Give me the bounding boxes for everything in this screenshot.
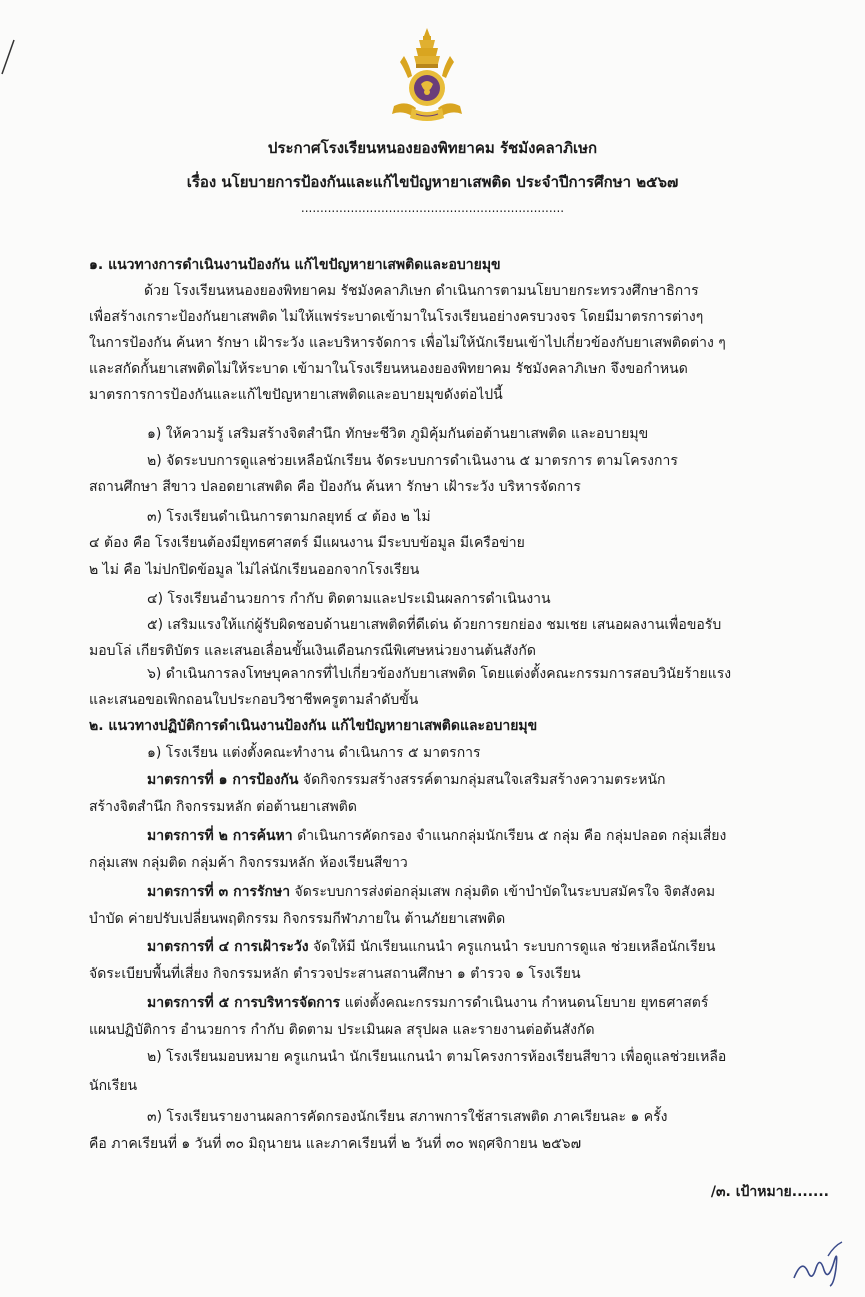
handwritten-initial-icon [790,1228,850,1288]
announcement-title: ประกาศโรงเรียนหนองยองพิทยาคม รัชมังคลาภิเษก [267,139,598,157]
section2-item-2-cont: นักเรียน [89,1078,138,1094]
measure-3-text: จัดระบบการส่งต่อกลุ่มเสพ กลุ่มติด เข้าบำบัดในระบบสมัครใจ จิตสังคม [290,884,716,900]
section1-item-3: ๓) โรงเรียนดำเนินการตามกลยุทธ์ ๔ ต้อง ๒ ไม่ [147,509,431,525]
measure-1-label: มาตรการที่ ๑ การป้องกัน [147,772,299,788]
section1-intro-line: มาตรการการป้องกันและแก้ไขปัญหายาเสพติดและอบายมุขดังต่อไปนี้ [89,387,503,403]
measure-2 [147,826,726,846]
section1-item-3-line3: ๒ ไม่ คือ ไม่ปกปิดข้อมูล ไม่ไล่นักเรียนออกจากโรงเรียน [89,562,420,578]
section1-item-6-cont: และเสนอขอเพิกถอนใบประกอบวิชาชีพครูตามลำดับขั้น [89,692,419,708]
measure-5 [147,993,708,1013]
measure-5-cont: แผนปฏิบัติการ อำนวยการ กำกับ ติดตาม ประเมินผล สรุปผล และรายงานต่อต้นสังกัด [89,1022,595,1038]
section2-item-3: ๓) โรงเรียนรายงานผลการคัดกรองนักเรียน สภาพการใช้สารเสพติด ภาคเรียนละ ๑ ครั้ง [147,1109,668,1125]
measure-5-text: แต่งตั้งคณะกรรมการดำเนินงาน กำหนดนโยบาย ยุทธศาสตร์ [340,995,709,1011]
measure-4-cont: จัดระเบียบพื้นที่เสี่ยง กิจกรรมหลัก ตำรวจประสานสถานศึกษา ๑ ตำรวจ ๑ โรงเรียน [89,966,581,982]
pen-mark [0,36,20,76]
measure-1-text: จัดกิจกรรมสร้างสรรค์ตามกลุ่มสนใจเสริมสร้างความตระหนัก [298,772,666,788]
section1-heading: ๑. แนวทางการดำเนินงานป้องกัน แก้ไขปัญหายาเสพติดและอบายมุข [89,257,501,273]
measure-2-text: ดำเนินการคัดกรอง จำแนกกลุ่มนักเรียน ๕ กลุ่ม คือ กลุ่มปลอด กลุ่มเสี่ยง [292,828,727,844]
section1-item-1: ๑) ให้ความรู้ เสริมสร้างจิตสำนึก ทักษะชีวิต ภูมิคุ้มกันต่อต้านยาเสพติด และอบายมุข [147,426,649,442]
section1-intro-line: เพื่อสร้างเกราะป้องกันยาเสพติด ไม่ให้แพร่ระบาดเข้ามาในโรงเรียนอย่างครบวงจร โดยมีมาตรการต่างๆ [89,309,704,325]
section1-intro-line: ในการป้องกัน ค้นหา รักษา เฝ้าระวัง และบริหารจัดการ เพื่อไม่ให้นักเรียนเข้าไปเกี่ยวข้องกับยาเสพติดต่าง ๆ [89,335,726,351]
section2-item-2: ๒) โรงเรียนมอบหมาย ครูแกนนำ นักเรียนแกนนำ ตามโครงการห้องเรียนสีขาว เพื่อดูแลช่วยเหลือ [147,1049,727,1065]
section1-item-2: ๒) จัดระบบการดูแลช่วยเหลือนักเรียน จัดระบบการดำเนินงาน ๕ มาตรการ ตามโครงการ [147,453,678,469]
section1-intro-line: และสกัดกั้นยาเสพติดไม่ให้ระบาด เข้ามาในโรงเรียนหนองยองพิทยาคม รัชมังคลาภิเษก จึงขอกำหนด [89,361,688,377]
continuation-marker: /๓. เป้าหมาย....... [710,1184,829,1200]
measure-5-label: มาตรการที่ ๕ การบริหารจัดการ [147,995,341,1011]
section1-intro-line: ด้วย โรงเรียนหนองยองพิทยาคม รัชมังคลาภิเษก ดำเนินการตามนโยบายกระทรวงศึกษาธิการ [144,283,699,299]
section2-item-3-cont: คือ ภาคเรียนที่ ๑ วันที่ ๓๐ มิถุนายน และภาคเรียนที่ ๒ วันที่ ๓๐ พฤศจิกายน ๒๕๖๗ [89,1136,582,1152]
measure-1 [147,770,666,790]
measure-2-label: มาตรการที่ ๒ การค้นหา [147,828,293,844]
measure-4 [147,937,716,957]
announcement-subject: เรื่อง นโยบายการป้องกันและแก้ไขปัญหายาเสพติด ประจำปีการศึกษา ๒๕๖๗ [186,173,679,191]
section1-item-5: ๕) เสริมแรงให้แก่ผู้รับผิดชอบด้านยาเสพติดที่ดีเด่น ด้วยการยกย่อง ชมเชย เสนอผลงานเพื่อขอรับ [147,617,722,633]
section1-item-3-line2: ๔ ต้อง คือ โรงเรียนต้องมียุทธศาสตร์ มีแผนงาน มีระบบข้อมูล มีเครือข่าย [89,535,525,551]
section2-item-1: ๑) โรงเรียน แต่งตั้งคณะทำงาน ดำเนินการ ๕ มาตรการ [147,745,481,761]
section1-item-5-cont: มอบโล่ เกียรติบัตร และเสนอเลื่อนขั้นเงินเดือนกรณีพิเศษหน่วยงานต้นสังกัด [89,643,536,659]
section1-item-2-cont: สถานศึกษา สีขาว ปลอดยาเสพติด คือ ป้องกัน ค้นหา รักษา เฝ้าระวัง บริหารจัดการ [89,479,581,495]
section1-item-6: ๖) ดำเนินการลงโทษบุคลากรที่ไปเกี่ยวข้องกับยาเสพติด โดยแต่งตั้งคณะกรรมการสอบวินัยร้ายแรง [147,666,732,682]
measure-4-label: มาตรการที่ ๔ การเฝ้าระวัง [147,939,309,955]
measure-3-cont: บำบัด ค่ายปรับเปลี่ยนพฤติกรรม กิจกรรมกีฬาภายใน ต้านภัยยาเสพติด [89,911,506,927]
title-separator: ..................................................................... [300,201,565,215]
measure-1-cont: สร้างจิตสำนึก กิจกรรมหลัก ต่อต้านยาเสพติด [89,799,357,815]
measure-4-text: จัดให้มี นักเรียนแกนนำ ครูแกนนำ ระบบการดูแล ช่วยเหลือนักเรียน [308,939,716,955]
section2-heading: ๒. แนวทางปฏิบัติการดำเนินงานป้องกัน แก้ไขปัญหายาเสพติดและอบายมุข [89,718,538,734]
measure-3 [147,882,715,902]
section1-item-4: ๔) โรงเรียนอำนวยการ กำกับ ติดตามและประเมินผลการดำเนินงาน [147,591,551,607]
measure-2-cont: กลุ่มเสพ กลุ่มติด กลุ่มค้า กิจกรรมหลัก ห้องเรียนสีขาว [89,855,408,871]
measure-3-label: มาตรการที่ ๓ การรักษา [147,884,291,900]
royal-crest-emblem-icon [386,26,468,126]
